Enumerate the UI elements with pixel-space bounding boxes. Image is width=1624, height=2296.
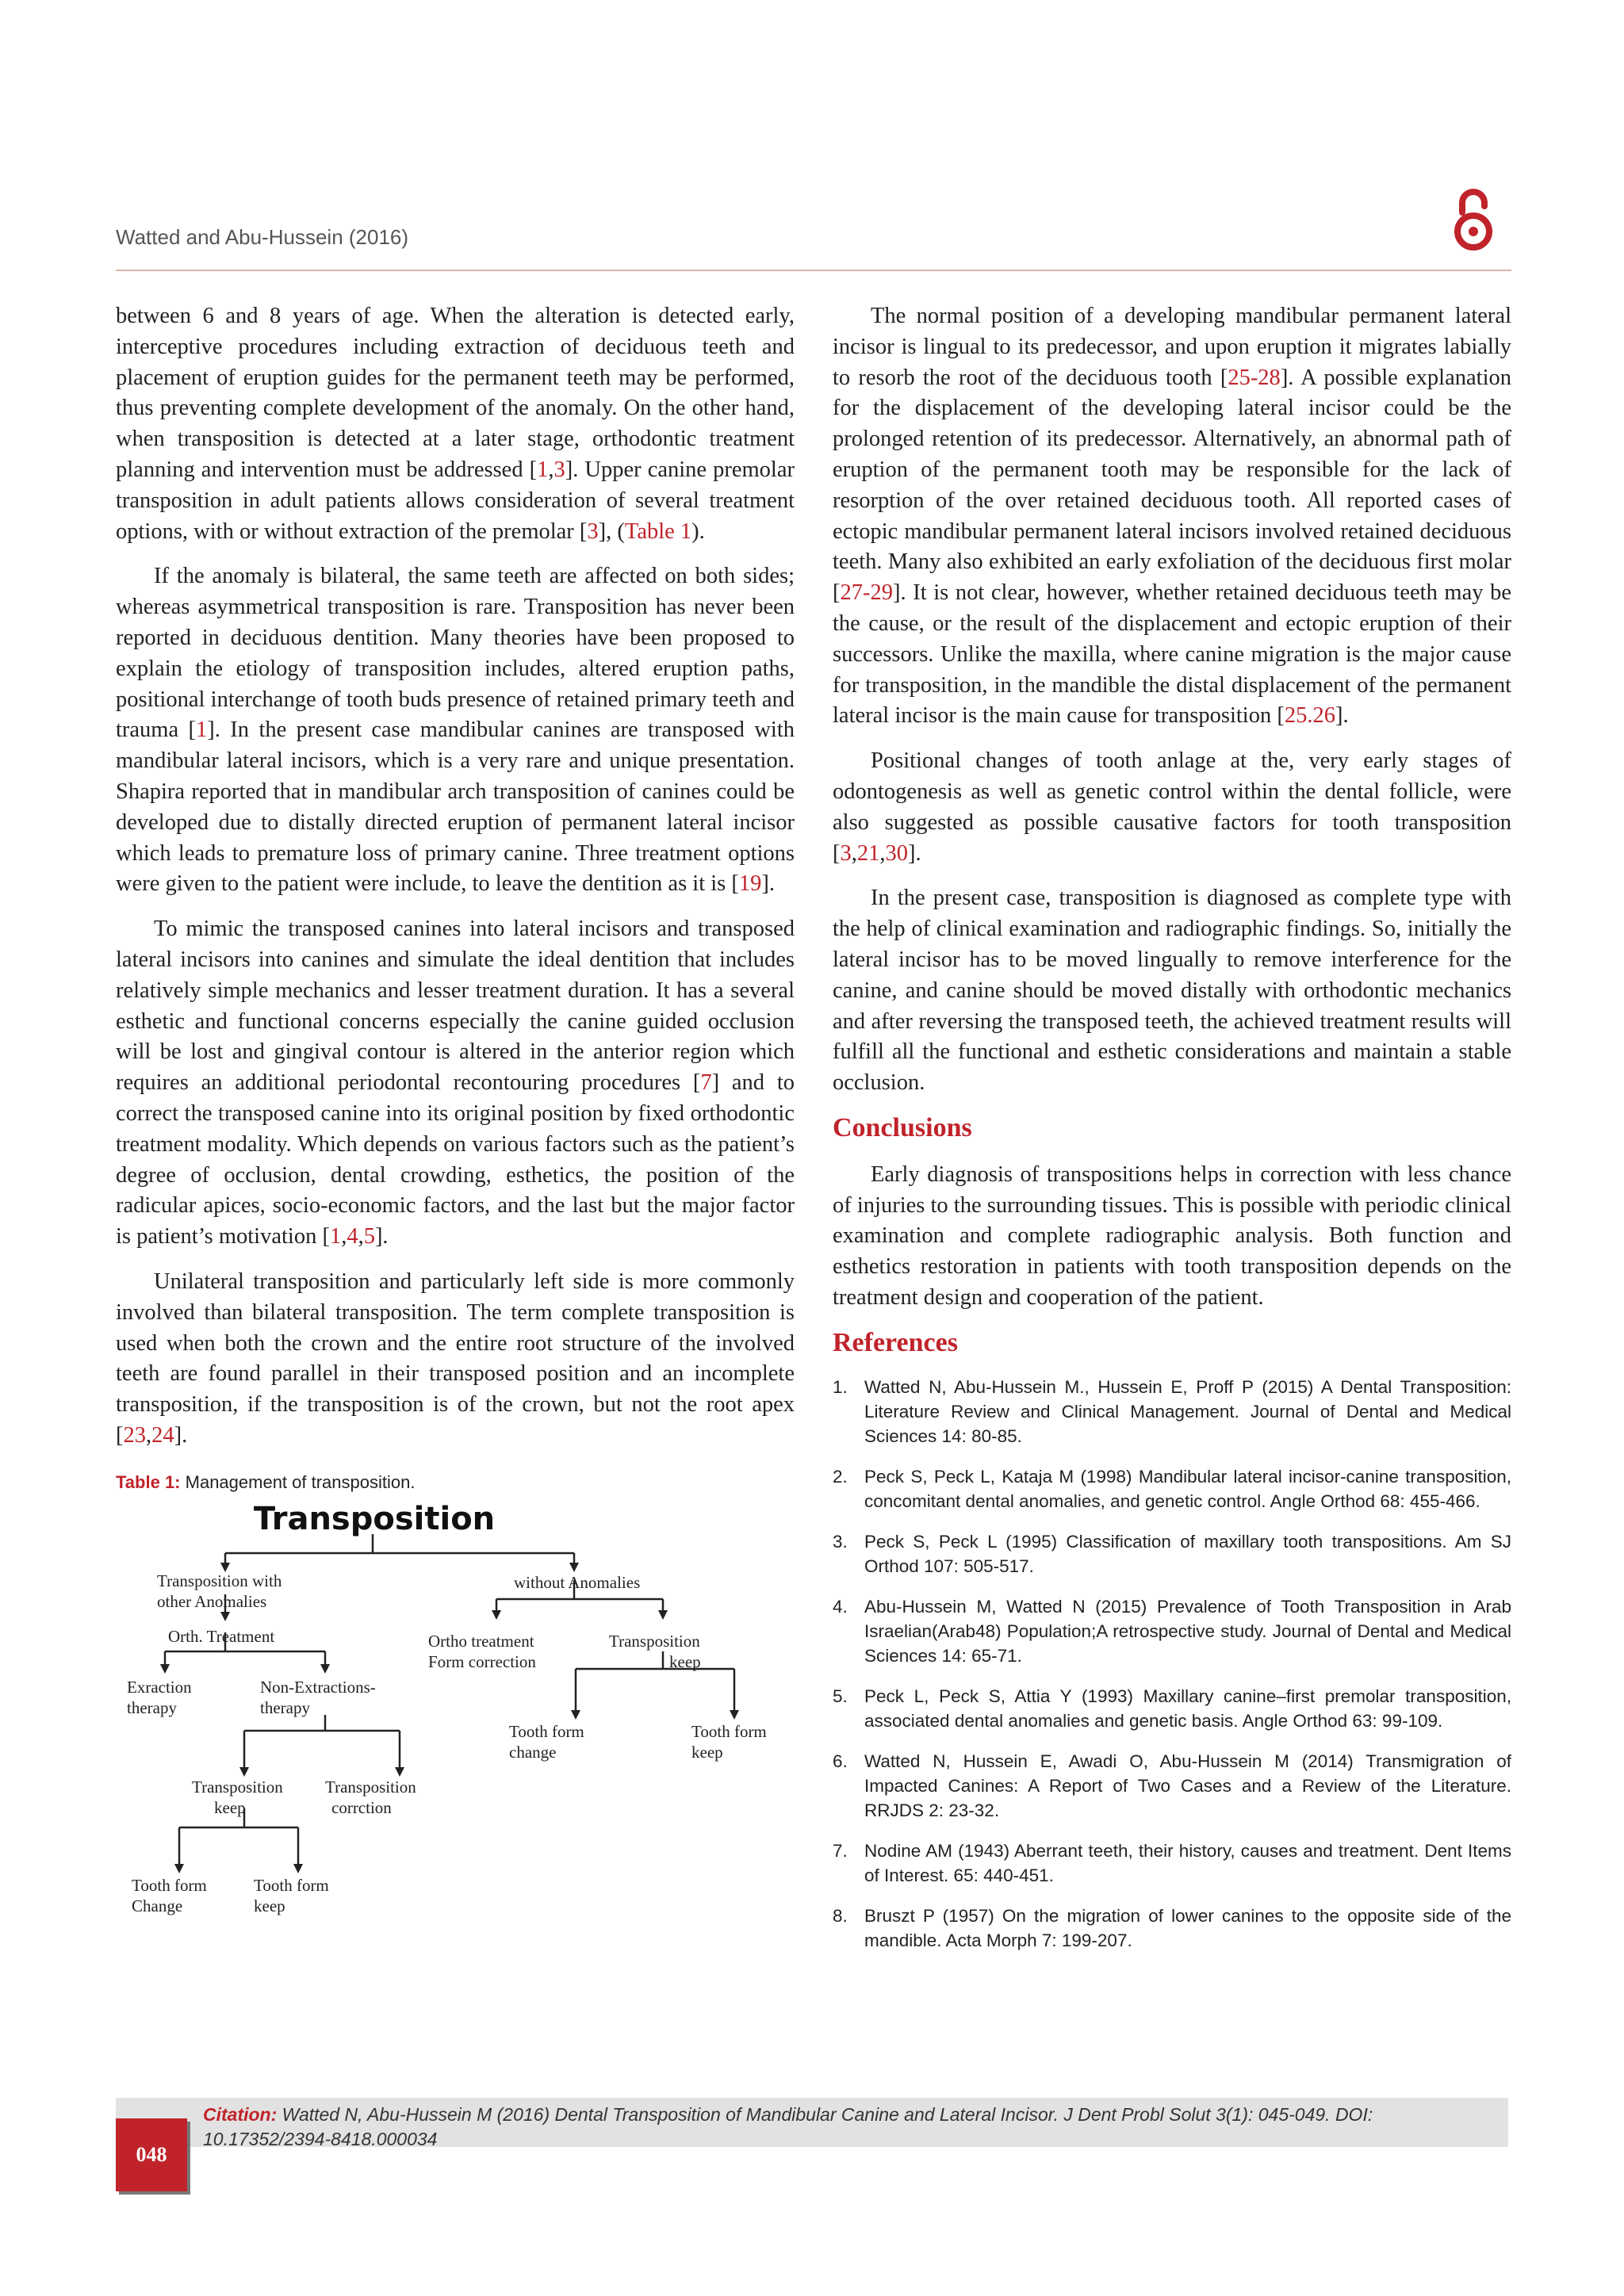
reference-item: 8. Bruszt P (1957) On the migration of lower canines to the opposite side of the mandible. Acta Morph 7: 199-207. [833, 1905, 1511, 1950]
references-heading: References [833, 1327, 958, 1357]
node-tooth-form-keep: keep [691, 1743, 723, 1762]
reference-item: 5. Peck L, Peck S, Attia Y (1993) Maxillary canine–first premolar transposition, associated dental anomalies and genetic basis. Angle Orthod 63: 99-109. [833, 1686, 1511, 1731]
reference-item: 3. Peck S, Peck L (1995) Classification of maxillary tooth transpositions. Am SJ Orthod 107: 505-517. [833, 1531, 1511, 1576]
citation-link[interactable]: 25-28 [1228, 365, 1281, 390]
page-number: 048 [116, 2118, 187, 2191]
reference-list [833, 1375, 1511, 1953]
running-header: Watted and Abu-Hussein (2016) [116, 225, 409, 249]
node-tooth-form-keep: Tooth form [691, 1722, 767, 1742]
node-tooth-form-change-lower: Tooth form [132, 1876, 207, 1896]
citation-link[interactable]: 19 [738, 871, 762, 897]
chart-title: Transposition [253, 1504, 496, 1538]
header-divider [116, 270, 1511, 271]
node-non-extraction-therapy: Non-Extractions- [260, 1678, 376, 1697]
transposition-flowchart [116, 1504, 795, 1948]
left-column [116, 301, 795, 1948]
citation-link[interactable]: 4 [347, 1224, 358, 1249]
node-non-extraction-therapy: therapy [260, 1698, 310, 1718]
reference-item: 6. Watted N, Hussein E, Awadi O, Abu-Hussein M (2014) Transmigration of Impacted Canines: A Report of Two Cases and a Review of the Literature. RRJDS 2: 23-32. [833, 1751, 1511, 1820]
node-tooth-form-keep-lower: Tooth form [254, 1876, 329, 1896]
paragraph: between 6 and 8 years of age. When the alteration is detected early, interceptive procedures including extraction of deciduous teeth and placement of eruption guides for the permanent teeth may be performed, thus preventing complete development of the anomaly. On the other hand, when transposition is detected at a later stage, orthodontic treatment planning and intervention must be addressed [1,3]. Upper canine premolar transposition in adult patients allows consideration of several treatment options, with or without extraction of the premolar [3], (Table 1). [116, 304, 795, 544]
citation-link[interactable]: 7 [700, 1070, 712, 1096]
node-ortho-form-correction: Ortho treatment [428, 1632, 534, 1651]
node-transposition-correction: Transposition [325, 1777, 416, 1797]
open-access-icon [1450, 186, 1497, 252]
table-caption: Table 1: Management of transposition. [116, 1471, 416, 1492]
citation-link[interactable]: 1 [196, 718, 208, 743]
node-transposition-keep-lower: Transposition [192, 1777, 283, 1797]
node-extraction-therapy: therapy [127, 1698, 177, 1718]
node-tooth-form-keep-lower: keep [254, 1896, 285, 1916]
citation-link[interactable]: 23 [123, 1422, 146, 1448]
paragraph: To mimic the transposed canines into lateral incisors and transposed lateral incisors into canines and simulate the ideal dentition that includes relatively simple mechanics and lesser treatment duration. It has a several esthetic and functional concerns especially the canine guided occlusion will be lost and gingival contour is altered in the anterior region which requires an additional periodontal recontouring procedures [7] and to correct the transposed canine into its original position by fixed orthodontic treatment modality. Which depends on various factors such as the patient’s degree of occlusion, dental crowding, esthetics, the position of the radicular apices, socio-economic factors, and the last but the major factor is patient’s motivation [1,4,5]. [116, 916, 795, 1249]
node-transposition-keep-lower: keep [214, 1798, 246, 1818]
citation-link[interactable]: 3 [587, 519, 599, 544]
node-tooth-form-change: Tooth form [509, 1722, 584, 1742]
right-column [833, 301, 1511, 1969]
citation-link[interactable]: 1 [329, 1224, 342, 1249]
reference-item: 4. Abu-Hussein M, Watted N (2015) Prevalence of Tooth Transposition in Arab Israelian(Arab48) Population;A retrospective study. Journal of Dental and Medical Sciences 14: 65-71. [833, 1596, 1511, 1666]
node-transposition-correction: corrction [331, 1798, 392, 1818]
paragraph: Early diagnosis of transpositions helps in correction with less chance of injuries to the surrounding tissues. This is possible with periodic clinical examination and complete radiographic analysis. Both function and esthetics restoration in patients with tooth transposition depends on the treatment design and cooperation of the patient. [833, 1161, 1511, 1310]
citation-link[interactable]: 5 [363, 1224, 375, 1249]
citation-link[interactable]: 1 [537, 457, 549, 482]
reference-item: 1. Watted N, Abu-Hussein M., Hussein E, Proff P (2015) A Dental Transposition: Literature Review and Clinical Management. Journal of Dental and Medical Sciences 14: 80-85. [833, 1376, 1511, 1446]
citation-link[interactable]: 27-29 [840, 580, 893, 606]
reference-item: 2. Peck S, Peck L, Kataja M (1998) Mandibular lateral incisor-canine transposition, concomitant dental anomalies, and genetic control. Angle Orthod 68: 455-466. [833, 1466, 1511, 1511]
node-without-anomalies: without Anomalies [514, 1573, 641, 1593]
reference-item: 7. Nodine AM (1943) Aberrant teeth, their history, causes and treatment. Dent Items of Interest. 65: 440-451. [833, 1840, 1511, 1885]
citation-link[interactable]: 3 [553, 457, 565, 482]
node-tooth-form-change-lower: Change [132, 1896, 183, 1916]
paragraph: Unilateral transposition and particularly left side is more commonly involved than bilateral transposition. The term complete transposition is used when both the crown and the entire root structure of the involved teeth are found parallel in their transposed position and an incomplete transposition, if the transposition is of the crown, but not the root apex [23,24]. [116, 1269, 795, 1448]
conclusions-heading: Conclusions [833, 1112, 972, 1142]
node-extraction-therapy: Exraction [127, 1678, 192, 1697]
paragraph: The normal position of a developing mandibular permanent lateral incisor is lingual to its predecessor, and upon eruption it migrates labially to resorb the root of the deciduous tooth [25-28]. A possible explanation for the displacement of the developing lateral incisor could be the prolonged retention of its predecessor. Alternatively, an abnormal path of eruption of the permanent tooth may be responsible for the lack of resorption of the over retained deciduous tooth. All reported cases of ectopic mandibular permanent lateral incisors involved retained deciduous teeth. Many also exhibited an early exfoliation of the deciduous first molar [27-29]. It is not clear, however, whether retained deciduous teeth may be the cause, or the result of the displacement and ectopic eruption of their successors. Unlike the maxilla, where canine migration is the major cause for transposition, in the mandible the distal displacement of the permanent lateral incisor is the main cause for transposition [25.26]. [833, 304, 1511, 729]
paragraph: In the present case, transposition is diagnosed as complete type with the help of clinical examination and radiographic findings. So, initially the lateral incisor has to be moved lingually to remove interference for the canine, and canine should be moved distally with orthodontic mechanics and after reversing the transposed teeth, the achieved treatment results will fulfill all the functional and esthetic considerations and maintain a stable occlusion. [833, 886, 1511, 1096]
node-tooth-form-change: change [509, 1743, 557, 1762]
node-ortho-form-correction: Form correction [428, 1652, 536, 1672]
table-link[interactable]: Table 1 [624, 519, 692, 544]
node-with-anomalies: other Anomalies [157, 1592, 267, 1612]
citation-link[interactable]: 24 [151, 1422, 174, 1448]
paragraph: Positional changes of tooth anlage at the, very early stages of odontogenesis as well as genetic control within the dental follicle, were also suggested as possible causative factors for tooth transposition [3,21,30]. [833, 748, 1511, 866]
citation-link[interactable]: 21 [856, 840, 880, 866]
node-orth-treatment: Orth. Treatment [168, 1627, 275, 1647]
citation-text: Citation: Watted N, Abu-Hussein M (2016) Dental Transposition of Mandibular Canine and Lateral Incisor. J Dent Probl Solut 3(1): 045-049. DOI: 10.17352/2394-8418.000034 [203, 2104, 1373, 2149]
node-with-anomalies: Transposition with [157, 1571, 282, 1591]
citation-link[interactable]: 25.26 [1284, 703, 1335, 729]
paragraph: If the anomaly is bilateral, the same teeth are affected on both sides; whereas asymmetrical transposition is rare. Transposition has never been reported in deciduous dentition. Many theories have been proposed to explain the etiology of transposition includes, altered eruption paths, positional interchange of tooth buds presence of retained primary teeth and trauma [1]. In the present case mandibular canines are transposed with mandibular lateral incisors, which is a very rare and unique presentation. Shapira reported that in mandibular arch transposition of canines could be developed due to distally directed eruption of permanent lateral incisor which leads to premature loss of primary canine. Three treatment options were given to the patient were include, to leave the dentition as it is [19]. [116, 564, 795, 897]
citation-link[interactable]: 30 [885, 840, 908, 866]
citation-link[interactable]: 3 [840, 840, 852, 866]
node-transposition-keep: keep [669, 1652, 701, 1672]
node-transposition-keep: Transposition [609, 1632, 700, 1651]
